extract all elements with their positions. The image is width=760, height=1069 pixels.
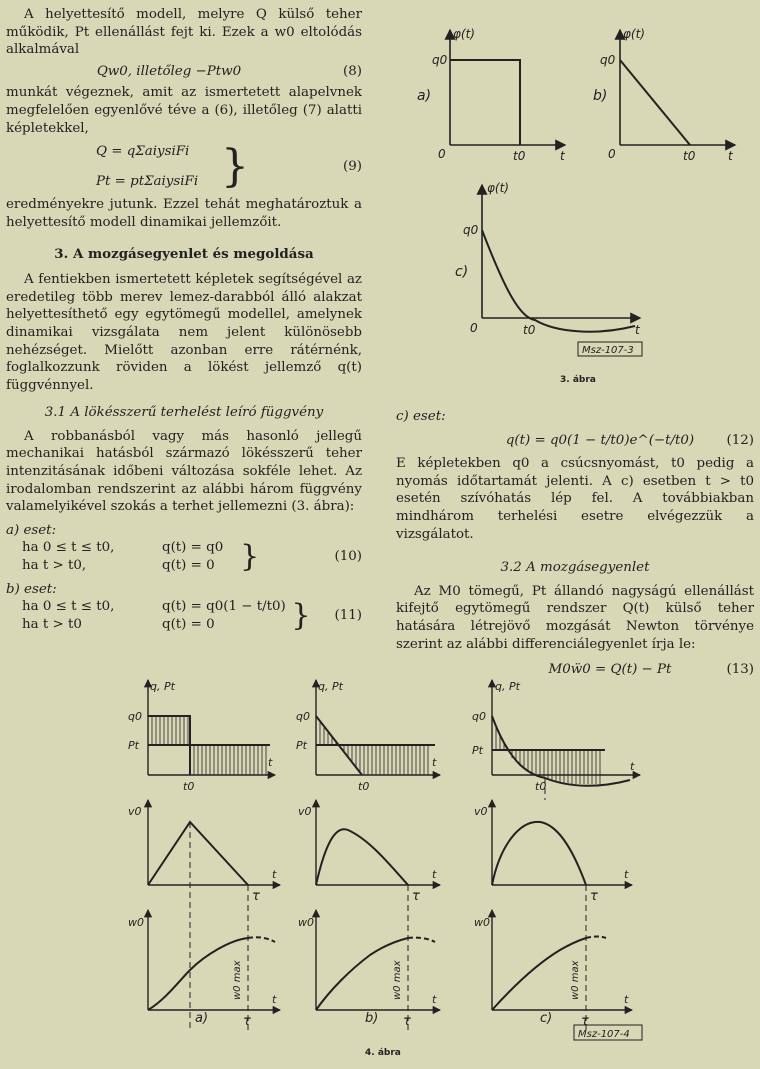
fig4-b-tau2: τ: [403, 1014, 411, 1029]
fig4-a-axis-qpt: q, Pt: [150, 680, 175, 693]
case-c-label: c) eset:: [396, 409, 446, 424]
fig4-c-t0: t0: [535, 780, 547, 793]
fig3-c-axis-label: φ(t): [487, 181, 509, 195]
fig4-c-tau2: τ: [581, 1014, 589, 1029]
fig3-a-q0: q0: [432, 53, 448, 67]
fig3-c-t0: t0: [523, 323, 536, 337]
fig3-b-label: b): [593, 88, 608, 104]
fig4-a-label: a): [195, 1011, 209, 1026]
fig4-tag: Msz-107-4: [578, 1029, 630, 1040]
fig4-b-t: t: [432, 756, 437, 769]
fig4-b-w0: w0: [298, 916, 314, 929]
fig4-c-t3: t: [624, 993, 629, 1006]
fig4-a-t: t: [268, 756, 273, 769]
section-heading: 3. A mozgásegyenlet és megoldása: [54, 245, 314, 262]
paragraph: Az M0 tömegű, Pt állandó nagyságú ellenállást kifejtő egytömegű rendszer Q(t) külső teher hatására létrejövő mozgását Newton törvénye szerint az alábbi differenciálegyenlet írja le:: [396, 583, 754, 652]
fig4-c-pt: Pt: [472, 744, 483, 757]
equation-12: q(t) = q0(1 − t/t0)e^(−t/t0) (12): [505, 432, 754, 448]
equation-9: Q = qΣaiysiFi Pt = ptΣaiysiFi } (9): [96, 140, 362, 192]
fig4-b-v0: v0: [298, 805, 312, 818]
left-column: [6, 6, 362, 633]
fig4-c-t: t: [630, 760, 635, 773]
fig3-a-t0: t0: [513, 149, 526, 163]
paragraph: A fentiekben ismertetett képletek segítségével az eredetileg több merev lemez-darabból álló alakzat helyettesíthető egy egytömegű modellel, amelynek dinamikai vizsgálata nem jelent különösebb nehézséget. Mielőtt azonban erre rátérnénk, foglalkozzunk röviden a lökést jellemző q(t) függvénnyel.: [6, 272, 362, 393]
fig4-a-pt: Pt: [128, 739, 139, 752]
fig4-a-w0: w0: [128, 916, 144, 929]
fig4-b-label: b): [365, 1011, 379, 1026]
figure-3: [395, 20, 760, 380]
case-a-label: a) eset:: [6, 522, 57, 538]
fig4-b-axis-qpt: q, Pt: [318, 680, 343, 693]
subsection-heading: 3.1 A lökésszerű terhelést leíró függvény: [44, 405, 324, 421]
fig4-c-axis-qpt: q, Pt: [495, 680, 520, 693]
subsection-heading: 3.2 A mozgásegyenlet: [500, 560, 650, 576]
fig3-c-label: c): [455, 264, 469, 280]
fig3-tag: Msz-107-3: [582, 345, 634, 356]
fig3-b-zero: 0: [608, 147, 616, 161]
fig3-b-t: t: [728, 149, 733, 163]
equation-10: ha 0 ≤ t ≤ t0, q(t) = q0 ha t > t0, q(t) = 0 } (10): [22, 539, 362, 575]
equation-13: M0ẅ0 = Q(t) − Pt (13): [548, 662, 754, 678]
fig4-a-tau: τ: [252, 889, 260, 904]
fig4-c-tau: τ: [590, 889, 598, 904]
fig4-b-pt: Pt: [296, 739, 307, 752]
fig3-panel-c: [482, 185, 640, 332]
paragraph: A robbanásból vagy más hasonló jellegű mechanikai hatásból származó lökésszerű teher intenzitásának időbeni változása sokféle lehet. Az irodalomban rendszerint az alábbi három függvény valamelyikével szokás a terhet jellemezni (3. ábra):: [6, 428, 362, 515]
fig3-panel-b: [620, 30, 735, 145]
equation-11: ha 0 ≤ t ≤ t0, q(t) = q0(1 − t/t0) ha t > t0 q(t) = 0 } (11): [22, 597, 362, 633]
fig4-c-w0: w0: [474, 916, 490, 929]
fig3-a-zero: 0: [438, 147, 446, 161]
paragraph: eredményekre jutunk. Ezzel tehát meghatároztuk a helyettesítő modell dinamikai jellemzőit.: [6, 197, 362, 230]
fig4-c-t2: t: [624, 868, 629, 881]
fig4-b-tau: τ: [412, 889, 420, 904]
fig3-a-t: t: [560, 149, 565, 163]
fig4-b-t3: t: [432, 993, 437, 1006]
fig3-a-label: a): [417, 88, 432, 104]
fig4-a-q0: q0: [128, 710, 142, 723]
fig4-a-wmax: w0 max: [232, 960, 243, 1000]
paragraph: A helyettesítő modell, melyre Q külső teher működik, Pt ellenállást fejt ki. Ezek a w0 eltolódás alkalmával: [6, 7, 362, 58]
fig4-b-q0: q0: [296, 710, 310, 723]
paragraph: E képletekben q0 a csúcsnyomást, t0 pedig a nyomás időtartamát jelenti. A c) esetben t > t0 esetén szívóhatás lép fel. A továbbiakban mindhárom terhelési esetre elvégezzük a vizsgálatot.: [396, 456, 754, 542]
fig3-b-t0: t0: [683, 149, 696, 163]
fig4-c-label: c): [540, 1011, 553, 1026]
fig3-b-axis-label: φ(t): [623, 27, 645, 41]
fig4-c-v0: v0: [474, 805, 488, 818]
fig4-b-t0: t0: [358, 780, 370, 793]
fig4-a-t3: t: [272, 993, 277, 1006]
figure-4-caption: 4. ábra: [365, 1048, 401, 1058]
fig4-c-q0: q0: [472, 710, 486, 723]
case-b-label: b) eset:: [6, 581, 57, 597]
equation-8: Qw0, illetőleg −Ptw0 (8): [96, 63, 362, 79]
figure-4: [0, 670, 760, 1045]
fig4-c-wmax: w0 max: [570, 960, 581, 1000]
fig3-c-zero: 0: [470, 321, 478, 335]
fig3-c-t: t: [635, 323, 640, 337]
fig4-a-t2: t: [272, 868, 277, 881]
fig3-b-q0: q0: [600, 53, 616, 67]
fig3-panel-a: [450, 30, 565, 145]
fig4-b-t2: t: [432, 868, 437, 881]
fig4-a-t0: t0: [183, 780, 195, 793]
figure-3-caption: 3. ábra: [560, 375, 596, 385]
fig4-a-v0: v0: [128, 805, 142, 818]
paragraph: munkát végeznek, amit az ismertetett alapelvnek megfelelően egyenlővé téve a (6), illetőleg (7) alatti képletekkel,: [6, 85, 362, 136]
fig3-c-q0: q0: [463, 223, 479, 237]
fig3-a-axis-label: φ(t): [453, 27, 475, 41]
fig4-b-wmax: w0 max: [392, 960, 403, 1000]
fig4-a-tau2: τ: [243, 1014, 251, 1029]
right-column: [396, 402, 754, 687]
